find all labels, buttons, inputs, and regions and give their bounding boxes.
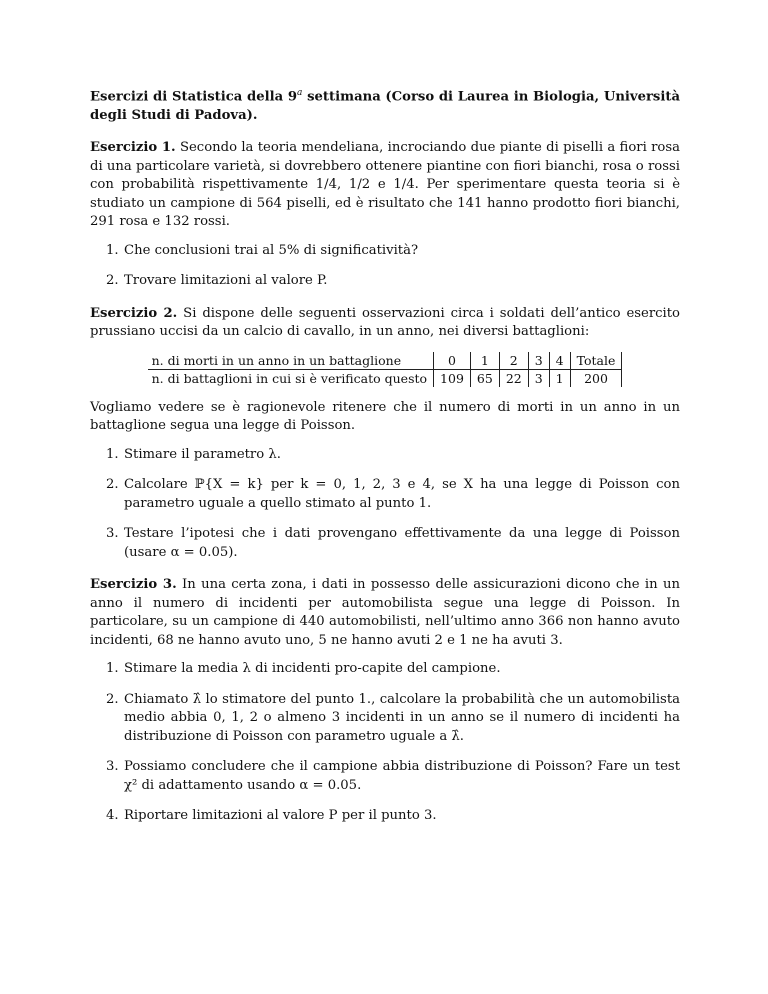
document-page (90, 84, 680, 840)
item-text: Calcolare ℙ{X = k} per k = 0, 1, 2, 3 e 4, se X ha una legge di Poisson con parametro uguale a quello stimato al punto 1. (124, 477, 680, 511)
list-item (106, 525, 680, 562)
exercise-3-heading: Esercizio 3. (90, 577, 177, 593)
exercise-3-statement (90, 576, 680, 650)
table-cell: 22 (499, 369, 528, 387)
table-row (148, 352, 622, 370)
table-cell: 200 (570, 369, 622, 387)
exercise-2-heading: Esercizio 2. (90, 305, 178, 321)
table-cell: 0 (434, 352, 471, 370)
title-text-end: settimana (Corso di Laurea in Biologia, Università degli Studi di Padova). (90, 89, 680, 123)
exercise-2 (90, 305, 680, 563)
table-cell: 2 (499, 352, 528, 370)
item-text: Trovare limitazioni al valore P. (124, 273, 328, 289)
list-item (106, 758, 680, 795)
title-text-start: Esercizi di Statistica della 9 (90, 89, 298, 105)
item-text: Testare l’ipotesi che i dati provengano effettivamente da una legge di Poisson (usare α = 0.05). (124, 526, 680, 560)
exercise-3-text: In una certa zona, i dati in possesso delle assicurazioni dicono che in un anno il numero di incidenti per automobilista segue una legge di Poisson. In particolare, su un campione di 440 automobilisti, nell’ultimo anno 366 non hanno avuto incidenti, 68 ne hanno avuto uno, 5 ne hanno avuti 2 e 1 ne ha avuti 3. (90, 577, 680, 648)
table-cell: 65 (470, 369, 499, 387)
exercise-2-followup: Vogliamo vedere se è ragionevole ritenere che il numero di morti in un anno in un battaglione segua una legge di Poisson. (90, 399, 680, 434)
item-number: 1. (106, 446, 119, 462)
list-item (106, 446, 680, 465)
item-number: 2. (106, 273, 119, 289)
item-number: 3. (106, 759, 119, 775)
table-cell: 3 (528, 369, 549, 387)
exercise-1-text: Secondo la teoria mendeliana, incrociando due piante di piselli a fiori rosa di una particolare varietà, si dovrebbero ottenere piantine con fiori bianchi, rosa o rossi con probabilità rispettivamente 1/4, 1/2 e 1/4. Per sperimentare questa teoria si è studiato un campione di 564 piselli, ed è risultato che 141 hanno prodotto fiori bianchi, 291 rosa e 132 rossi. (90, 140, 680, 230)
item-number: 1. (106, 242, 119, 258)
exercise-3 (90, 576, 680, 826)
exercise-2-statement (90, 305, 680, 342)
list-item (106, 476, 680, 513)
list-item (106, 660, 680, 679)
exercise-1-questions (90, 242, 680, 291)
item-number: 2. (106, 477, 119, 493)
table-cell: 3 (528, 352, 549, 370)
list-item (106, 242, 680, 261)
item-text: Stimare la media λ di incidenti pro-capite del campione. (124, 661, 501, 677)
exercise-3-questions (90, 660, 680, 826)
item-number: 3. (106, 526, 119, 542)
exercise-2-text: Si dispone delle seguenti osservazioni circa i soldati dell’antico esercito prussiano uccisi da un calcio di cavallo, in un anno, nei diversi battaglioni: (90, 305, 680, 340)
table-cell: n. di battaglioni in cui si è verificato questo (148, 369, 434, 387)
exercise-1 (90, 139, 680, 291)
item-text: Che conclusioni trai al 5% di significatività? (124, 242, 419, 258)
data-table (148, 352, 623, 387)
table-cell: Totale (570, 352, 622, 370)
table-cell: 1 (549, 369, 570, 387)
table-cell: n. di morti in un anno in un battaglione (148, 352, 434, 370)
item-text: Riportare limitazioni al valore P per il punto 3. (124, 808, 437, 824)
item-text: Possiamo concludere che il campione abbia distribuzione di Poisson? Fare un test χ² di adattamento usando α = 0.05. (124, 759, 680, 793)
item-number: 2. (106, 691, 119, 707)
exercise-2-questions (90, 446, 680, 563)
list-item (106, 691, 680, 747)
exercise-1-statement (90, 139, 680, 232)
table-cell: 109 (434, 369, 471, 387)
list-item (106, 807, 680, 826)
title-superscript: a (297, 88, 303, 98)
item-number: 1. (106, 661, 119, 677)
table-cell: 4 (549, 352, 570, 370)
item-text: Chiamato λ̂ lo stimatore del punto 1., calcolare la probabilità che un automobilista medio abbia 0, 1, 2 o almeno 3 incidenti in un anno se il numero di incidenti ha distribuzione di Poisson con parametro uguale a λ̂. (124, 691, 680, 744)
table-cell: 1 (470, 352, 499, 370)
item-text: Stimare il parametro λ. (124, 446, 281, 462)
list-item (106, 272, 680, 291)
item-number: 4. (106, 808, 119, 824)
exercise-1-heading: Esercizio 1. (90, 140, 176, 156)
table-row (148, 369, 622, 387)
document-title (90, 84, 680, 125)
